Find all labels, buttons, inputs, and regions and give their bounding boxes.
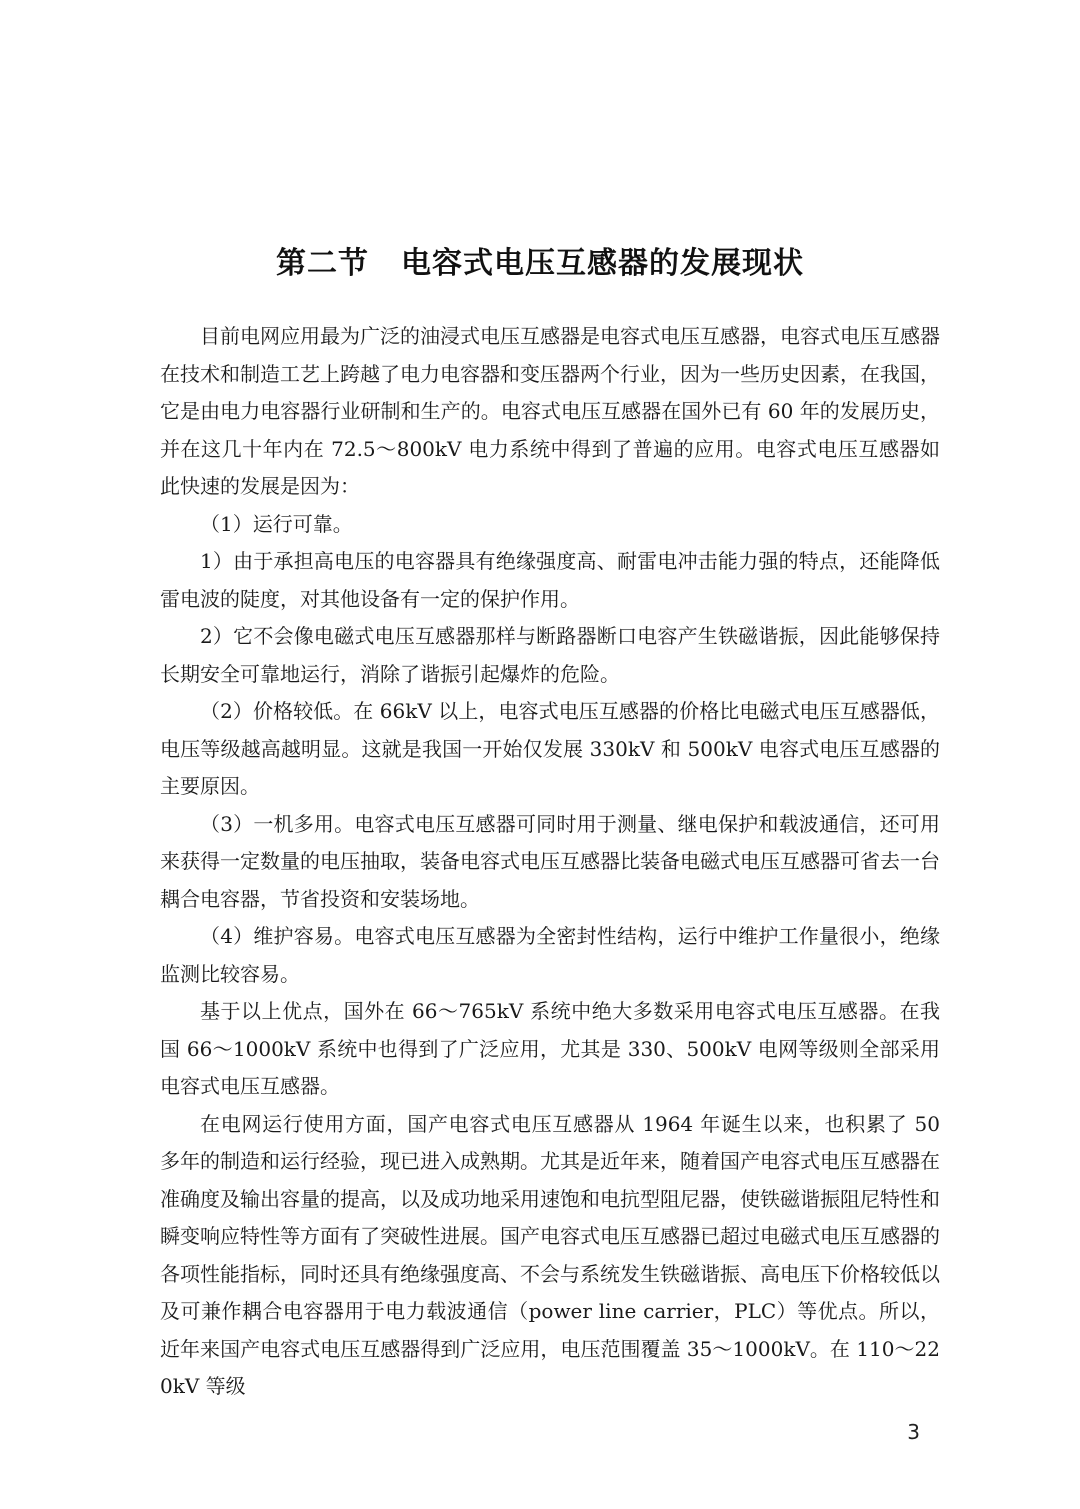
paragraph-intro: 目前电网应用最为广泛的油浸式电压互感器是电容式电压互感器，电容式电压互感器在技术和制造工艺上跨越了电力电容器和变压器两个行业，因为一些历史因素，在我国，它是由电力电容器行业研制和生产的。电容式电压互感器在国外已有 60 年的发展历史，并在这几十年内在 72.5～800kV 电力系统中得到了普遍的应用。电容式电压互感器如此快速的发展是因为： bbox=[160, 324, 940, 498]
paragraph-point-4: （4）维护容易。电容式电压互感器为全密封性结构，运行中维护工作量很小，绝缘监测比较容易。 bbox=[160, 924, 940, 986]
paragraph-point-1-sub-2: 2）它不会像电磁式电压互感器那样与断路器断口电容产生铁磁谐振，因此能够保持长期安全可靠地运行，消除了谐振引起爆炸的危险。 bbox=[160, 624, 940, 686]
section-title bbox=[0, 238, 1080, 282]
section-number: 第二节 bbox=[276, 246, 369, 281]
paragraph-point-1-heading: （1）运行可靠。 bbox=[200, 511, 353, 536]
page-number: 3 bbox=[907, 1420, 920, 1444]
paragraph-point-2: （2）价格较低。在 66kV 以上，电容式电压互感器的价格比电磁式电压互感器低，电压等级越高越明显。这就是我国一开始仅发展 330kV 和 500kV 电容式电压互感器的主要原因。 bbox=[160, 699, 940, 798]
paragraph-point-3: （3）一机多用。电容式电压互感器可同时用于测量、继电保护和载波通信，还可用来获得一定数量的电压抽取，装备电容式电压互感器比装备电磁式电压互感器可省去一台耦合电容器，节省投资和安装场地。 bbox=[160, 811, 940, 911]
paragraph-domestic-development: 在电网运行使用方面，国产电容式电压互感器从 1964 年诞生以来，也积累了 50 多年的制造和运行经验，现已进入成熟期。尤其是近年来，随着国产电容式电压互感器在准确度及输出容量的提高，以及成功地采用速饱和电抗型阻尼器，使铁磁谐振阻尼特性和瞬变响应特性等方面有了突破性进展。国产电容式电压互感器已超过电磁式电压互感器的各项性能指标，同时还具有绝缘强度高、不会与系统发生铁磁谐振、高电压下价格较低以及可兼作耦合电容器用于电力载波通信（power line carrier，PLC）等优点。所以，近年来国产电容式电压互感器得到广泛应用，电压范围覆盖 35～1000kV。在 110～220kV 等级 bbox=[160, 1111, 940, 1398]
body-text bbox=[160, 318, 940, 1406]
paragraph-summary: 基于以上优点，国外在 66～765kV 系统中绝大多数采用电容式电压互感器。在我国 66～1000kV 系统中也得到了广泛应用，尤其是 330、500kV 电网等级则全部采用电容式电压互感器。 bbox=[160, 999, 940, 1098]
paragraph-point-1-sub-1: 1）由于承担高电压的电容器具有绝缘强度高、耐雷电冲击能力强的特点，还能降低雷电波的陡度，对其他设备有一定的保护作用。 bbox=[160, 549, 940, 611]
section-title-text: 电容式电压互感器的发展现状 bbox=[401, 246, 804, 281]
